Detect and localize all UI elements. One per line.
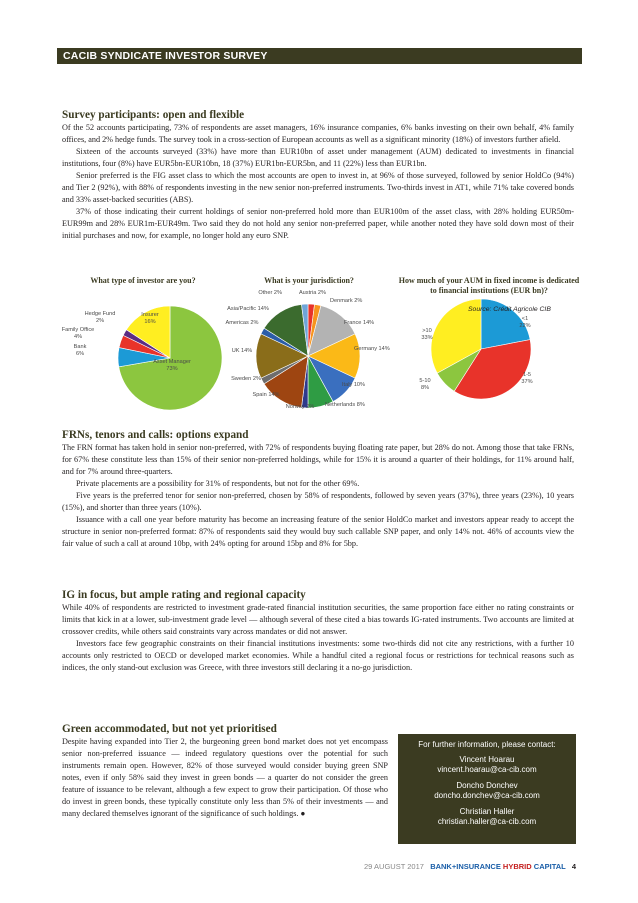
pie-label: Asia/Pacific 14% <box>227 306 269 312</box>
contact-name: Doncho Donchev <box>456 781 518 790</box>
contact-box <box>398 734 576 844</box>
contact-name: Christian Haller <box>459 807 515 816</box>
paragraph: 37% of those indicating their current holdings of senior non-preferred hold more than EUR100m of the asset class, with 28% holding EUR50m-EUR99m and 28% EUR1m-EUR49m. Two said they do not hold any senior non-preferred paper, while another noted they have sold down most of their initial purchases and now, for example, no longer hold any euro SNP. <box>62 207 574 240</box>
section-title: FRNs, tenors and calls: options expand <box>62 429 249 441</box>
footer-capital: CAPITAL <box>533 862 566 871</box>
pie-label: Germany 14% <box>354 346 390 352</box>
contact-email[interactable]: vincent.hoarau@ca-cib.com <box>437 765 537 774</box>
contact-email[interactable]: doncho.donchev@ca-cib.com <box>434 791 540 800</box>
section-body <box>62 122 574 242</box>
pie-label: Other 2% <box>258 290 282 296</box>
pie-label: Italy 10% <box>342 382 366 388</box>
pie-chart-jurisdiction <box>222 288 398 418</box>
pie-label: Sweden 2% <box>231 376 261 382</box>
contact-email[interactable]: christian.haller@ca-cib.com <box>437 817 537 826</box>
section-title: Green accommodated, but not yet prioritised <box>62 723 277 735</box>
pie-label: Hedge Fund 2% <box>84 311 116 324</box>
paragraph: Senior preferred is the FIG asset class to which the most accounts are open to invest in, at 96% of those surveyed, followed by senior HoldCo (94%) and Tier 2 (92%), with 88% of respondents investing in the new senior non-preferred instruments. Two-thirds invest in AT1, while 71% take covered bonds and 33% asset-backed securities (ABS). <box>62 171 574 204</box>
section-green <box>62 722 388 820</box>
paragraph <box>62 736 388 820</box>
section-ig-focus <box>62 588 574 674</box>
pie-label: Family Office 4% <box>61 327 95 340</box>
end-mark: ● <box>300 809 306 818</box>
contact-name: Vincent Hoarau <box>459 755 515 764</box>
paragraph: While 40% of respondents are restricted to investment grade-rated financial institution securities, the same proportion face either no rating constraints or limits that kick in at a lower, sub-investment grade level — although several of these cited a bias towards IG-rated instruments. Two accounts are limited at crossover credits, while others said constraints vary across mandates or did not answer. <box>62 603 574 636</box>
pie-label: Americas 2% <box>225 320 259 326</box>
paragraph-text: Despite having expanded into Tier 2, the burgeoning green bond market does not yet encompass senior non-preferred issuance — indeed regulatory questions over the potential for such instruments remain open. However, 82% of those surveyed would consider buying green SNP notes, even if only 58% said they invest in green bonds — a quarter do not consider the green feature of issuance to be relevant, although a few expect to grow their participation. Of those who do invest in green bonds, these typically constitute only less than 5% of their investments — and many declared themselves ignorant of the significance of such holdings. <box>62 737 388 818</box>
pie-chart-investor-type <box>60 288 240 418</box>
paragraph: Of the 52 accounts participating, 73% of respondents are asset managers, 16% insurance companies, 6% banks investing on their own behalf, 4% family offices, and 2% hedge funds. The survey took in a cross-section of European accounts as well as a significant minority (18%) of investors further afield. <box>62 123 574 144</box>
paragraph: Five years is the preferred tenor for senior non-preferred, chosen by 58% of respondents, followed by seven years (37%), three years (23%), 10 years (15%), and shorter than three years (10%). <box>62 491 574 512</box>
chart-source: Source: Crédit Agricole CIB <box>468 306 551 313</box>
pie-label: <1 22% <box>519 316 531 329</box>
section-body <box>62 736 388 820</box>
section-survey-participants <box>62 108 574 242</box>
chart-title-jurisdiction: What is your jurisdiction? <box>264 276 354 285</box>
paragraph: The FRN format has taken hold in senior non-preferred, with 72% of respondents buying floating rate paper, but 28% do not. Among those that take FRNs, for 67% these constitute less than 15% of their senior non-preferred holdings, while for 15% it is around a quarter of their holdings, for 11% around half, and for 7% around three-quarters. <box>62 443 574 476</box>
pie-label: Spain 14% <box>252 392 280 398</box>
paragraph: Issuance with a call one year before maturity has become an increasing feature of the senior HoldCo market and investors appear ready to accept the structure in senior non-preferred format: 87% of respondents said they would buy such callable SNP paper, and only 14% not. 46% of accounts view the fair value of such a call at around 10bp, with 24% opting for around 15bp and 8% for 5bp. <box>62 515 574 548</box>
header-bar <box>57 48 582 64</box>
chart-title-investor-type: What type of investor are you? <box>90 276 196 285</box>
pie0-slices <box>118 306 222 410</box>
paragraph: Sixteen of the accounts surveyed (33%) have more than EUR10bn of asset under management (AUM) dedicated to investments in financial institutions, four (8%) have EUR5bn-EUR10bn, 18 (37%) EUR1bn-EUR5bn, and 11 (22%) less than EUR1bn. <box>62 147 574 168</box>
footer-hybrid: HYBRID <box>502 862 532 871</box>
pie-label: Norway 2% <box>285 404 315 410</box>
paragraph: Investors face few geographic constraints on their financial institutions investments: some two-thirds did not cite any restrictions, with a further 10 accounts only restricted to OECD or developed market economies. While a handful cited a regional focus or restrictions for technical reasons such as indices, the only stand-out exclusion was Greece, with three investors still declaring it a no-go jurisdiction. <box>62 639 574 672</box>
footer-date: 29 AUGUST 2017 <box>364 862 424 871</box>
footer-brand: BANK+INSURANCE <box>430 862 501 871</box>
chart-title-aum: How much of your AUM in fixed income is dedicated to financial institutions (EUR bn)? <box>398 276 580 295</box>
pie-label: UK 14% <box>231 348 253 354</box>
pie-label: Austria 2% <box>298 290 326 296</box>
pie-label: 1-5 37% <box>521 372 533 385</box>
pie-label: France 14% <box>344 320 375 326</box>
pie-label: Netherlands 8% <box>325 402 365 408</box>
pie-label: Bank 6% <box>73 344 87 357</box>
paragraph: Private placements are a possibility for 31% of respondents, but not for the other 69%. <box>76 479 360 488</box>
pie-label: Denmark 2% <box>330 298 363 304</box>
pie-label: Asset Manager 73% <box>153 359 191 372</box>
contact-title: For further information, please contact: <box>418 740 556 749</box>
pie-label: >10 33% <box>421 328 433 341</box>
page-number: 4 <box>571 862 576 871</box>
section-body <box>62 442 574 550</box>
footer <box>364 862 576 871</box>
header-title: CACIB SYNDICATE INVESTOR SURVEY <box>63 50 268 62</box>
section-title: IG in focus, but ample rating and regional capacity <box>62 589 306 601</box>
pie-label: 5-10 8% <box>419 378 431 391</box>
pie2-slices <box>431 299 531 399</box>
section-title: Survey participants: open and flexible <box>62 109 245 121</box>
section-body <box>62 602 574 674</box>
section-frns <box>62 428 574 550</box>
pie-label: Insurer 16% <box>141 312 159 325</box>
